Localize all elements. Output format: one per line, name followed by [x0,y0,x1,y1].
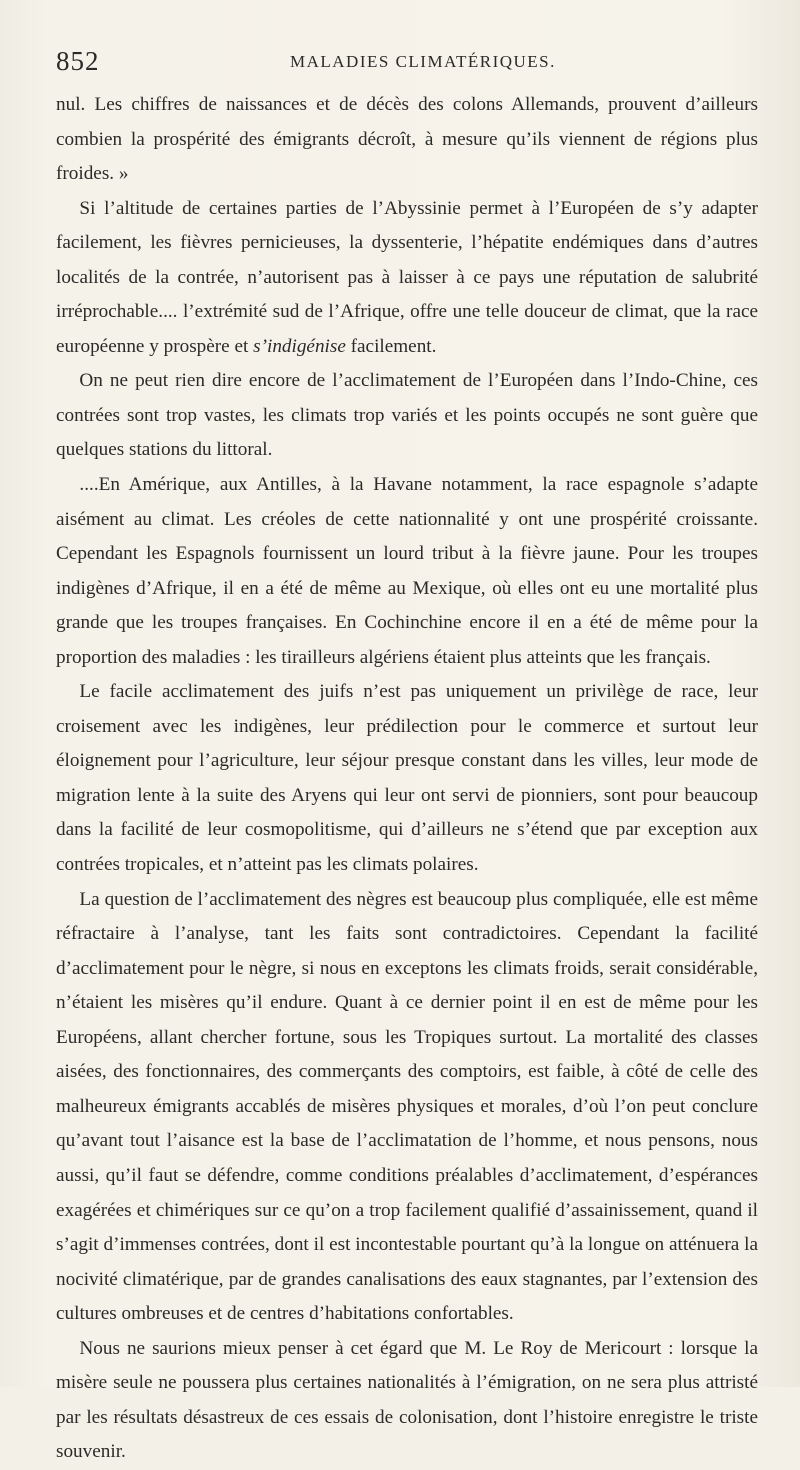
paragraph-2-text: Si l’altitude de certaines parties de l’Abyssinie permet à l’Européen de s’y adapter facilement, les fièvres pernicieuses, la dyssenterie, l’hépatite endémiques dans d’autres localités de la contrée, n’autorisent pas à laisser à ce pays une réputation de salubrité irréprochable.... l’extrémité sud de l’Afrique, offre une telle douceur de climat, que la race européenne y prospère et [56,197,758,357]
running-title: MALADIES CLIMATÉRIQUES. [290,52,556,71]
page-number: 852 [56,46,100,76]
paragraph-5: Le facile acclimatement des juifs n’est pas uniquement un privilège de race, leur croisement avec les indigènes, leur prédilection pour le commerce et surtout leur éloignement pour l’agriculture, leur séjour presque constant dans les villes, leur mode de migration lente à la suite des Aryens qui leur ont servi de pionniers, sont pour beaucoup dans la facilité de leur cosmopolitisme, qui d’ailleurs ne s’étend que par exception aux contrées tropicales, et n’atteint pas les climats polaires. [56,681,758,876]
paragraph-2-italic: s’indigénise [253,335,346,357]
page-header [56,46,760,76]
paragraph-2-end: facilement. [345,335,437,357]
paragraph-4: ....En Amérique, aux Antilles, à la Havane notamment, la race espagnole s’adapte aisément au climat. Les créoles de cette nationnalité y ont une prospérité croissante. Cependant les Espagnols fournissent un lourd tribut à la fièvre jaune. Pour les troupes indigènes d’Afrique, il en a été de même au Mexique, où elles ont eu une mortalité plus grande que les troupes françaises. En Cochinchine encore il en a été de même pour la proportion des maladies : les tirailleurs algériens étaient plus atteints que les français. [56,474,758,668]
paragraph-2 [56,192,758,365]
paragraph-3: On ne peut rien dire encore de l’acclimatement de l’Européen dans l’Indo-Chine, ces contrées sont trop vastes, les climats trop variés et les points occupés ne sont guère que quelques stations du littoral. [56,370,758,461]
body-text [56,88,758,1470]
paragraph-1: nul. Les chiffres de naissances et de décès des colons Allemands, prouvent d’ailleurs combien la prospérité des émigrants décroît, à mesure qu’ils viennent de régions plus froides. » [56,94,758,185]
paragraph-6: La question de l’acclimatement des nègres est beaucoup plus compliquée, elle est même réfractaire à l’analyse, tant les faits sont contradictoires. Cependant la facilité d’acclimatement pour le nègre, si nous en exceptons les climats froids, serait considérable, n’étaient les misères qu’il endure. Quant à ce dernier point il en est de même pour les Européens, allant chercher fortune, sous les Tropiques surtout. La mortalité des classes aisées, des fonctionnaires, des commerçants des comptoirs, est faible, à côté de celle des malheureux émigrants accablés de misères physiques et morales, d’où l’on peut conclure qu’avant tout l’aisance est la base de l’acclimatation de l’homme, et nous pensons, nous aussi, qu’il faut se défendre, comme conditions préalables d’acclimatement, d’espérances exagérées et chimériques sur ce qu’on a trop facilement qualifié d’assainissement, quand il s’agit d’immenses contrées, dont il est incontestable pourtant qu’à la longue on atténuera la nocivité climatérique, par de grandes canalisations des eaux stagnantes, par l’extension des cultures ombreuses et de centres d’habitations confortables. [56,888,758,1325]
paragraph-7: Nous ne saurions mieux penser à cet égard que M. Le Roy de Mericourt : lorsque la misère seule ne poussera plus certaines nationalités à l’émigration, on ne sera plus attristé par les résultats désastreux de ces essais de colonisation, dont l’histoire enregistre le triste souvenir. [56,1337,758,1463]
